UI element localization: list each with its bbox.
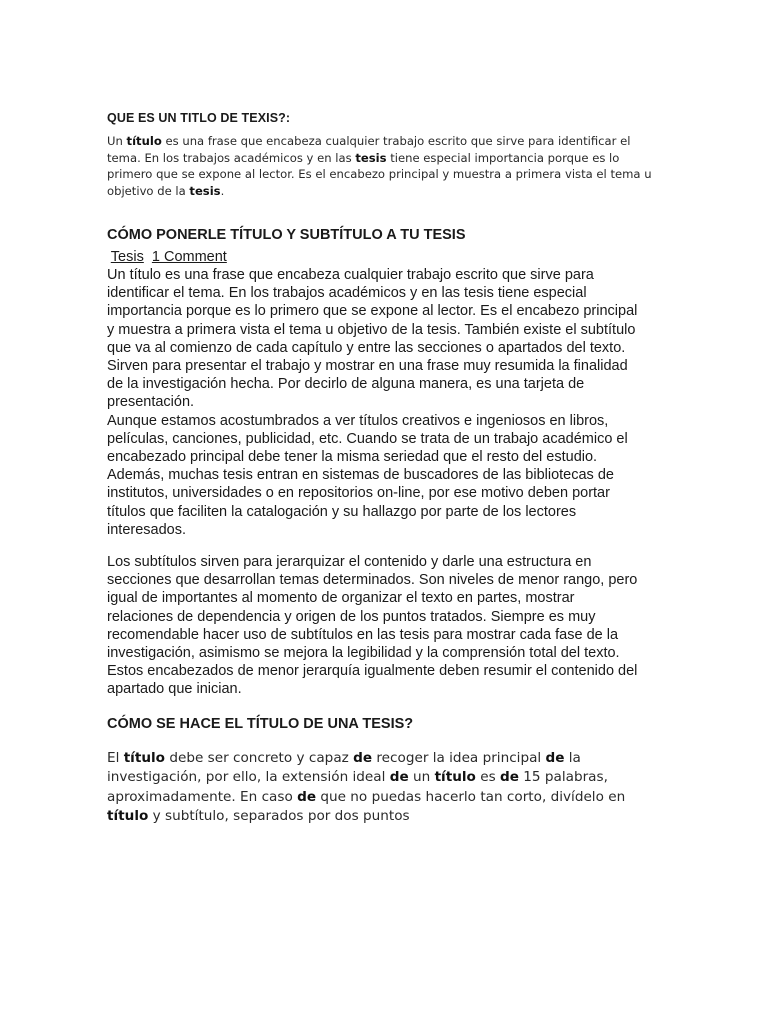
body-paragraph-subtitulos	[107, 553, 662, 699]
text-line: que va al comienzo de cada capítulo y entre las secciones o apartados del texto.	[107, 339, 626, 356]
text-line: importancia porque es lo primero que se expone al lector. Es el encabezo principal	[107, 303, 638, 320]
text-line: Un título es una frase que encabeza cualquier trabajo escrito que sirve para	[107, 267, 594, 283]
text-line: y muestra a primera vista el tema u objetivo de la tesis. También existe el subtítulo	[107, 321, 636, 338]
comments-link[interactable]: 1 Comment	[151, 249, 227, 265]
text-run: Un	[107, 134, 127, 148]
how-to-paragraph	[107, 749, 667, 827]
body-paragraph-titulo	[107, 266, 662, 539]
text-line: Los subtítulos sirven para jerarquizar el contenido y darle una estructura en	[107, 554, 592, 570]
bold-term: de	[545, 750, 565, 766]
text-line: investigación, asimismo se mejora la legibilidad y la comprensión total del texto.	[107, 645, 620, 662]
section-heading-como-ponerle: CÓMO PONERLE TÍTULO Y SUBTÍTULO A TU TESIS	[107, 227, 466, 243]
text-line: Además, muchas tesis entran en sistemas de buscadores de las bibliotecas de	[107, 467, 614, 484]
text-line: títulos que faciliten la catalogación y su hallazgo por parte de los lectores	[107, 503, 577, 520]
bold-term: título	[126, 134, 162, 148]
text-run: recoger la idea principal	[372, 750, 546, 766]
text-run: debe ser concreto y capaz	[165, 750, 354, 766]
text-line: recomendable hacer uso de subtítulos en las tesis para mostrar cada fase de la	[107, 626, 619, 643]
text-line: apartado que inician.	[107, 681, 242, 698]
bold-term: título	[123, 750, 166, 766]
text-line: igual de importantes al momento de organizar el texto en partes, mostrar	[107, 590, 575, 607]
text-line: encabezado principal debe tener la misma seriedad que el resto del estudio.	[107, 449, 598, 466]
section-heading-como-se-hace: CÓMO SE HACE EL TÍTULO DE UNA TESIS?	[107, 716, 414, 732]
section-heading-que-es: QUE ES UN TITLO DE TEXIS?:	[107, 111, 291, 125]
text-run: es una frase que encabeza cualquier trabajo escrito que sirve para identificar el tema. En los trabajos académicos y en las	[107, 134, 631, 165]
text-line: películas, canciones, publicidad, etc. Cuando se trata de un trabajo académico el	[107, 430, 628, 447]
text-run: un	[408, 769, 435, 786]
text-run: .	[220, 183, 225, 198]
text-line: de la investigación hecha. Por decirlo de alguna manera, es una tarjeta de	[107, 376, 585, 393]
text-line: Estos encabezados de menor jerarquía igualmente deben resumir el contenido del	[107, 663, 638, 680]
bold-term: de	[297, 788, 317, 805]
bold-term: de	[389, 769, 409, 786]
text-line: interesados.	[107, 521, 186, 538]
text-line: Aunque estamos acostumbrados a ver títulos creativos e ingeniosos en libros,	[107, 412, 609, 429]
text-line: presentación.	[107, 394, 195, 411]
text-run: que no puedas hacerlo tan corto, divídelo en	[316, 788, 626, 805]
text-run: la investigación, por ello, la extensión ideal	[107, 750, 581, 786]
bold-term: tesis	[189, 183, 221, 198]
text-line: Sirven para presentar el trabajo y mostrar en una frase muy resumida la finalidad	[107, 358, 628, 375]
text-line: secciones que desarrollan temas determinados. Son niveles de menor rango, pero	[107, 572, 638, 589]
text-run: 15 palabras, aproximadamente. En caso	[107, 769, 608, 805]
text-line: institutos, universidades o en repositorios on-line, por ese motivo deben portar	[107, 485, 610, 502]
text-line: relaciones de dependencia y origen de los puntos tratados. Siempre es muy	[107, 608, 596, 625]
definition-paragraph	[107, 133, 662, 199]
text-run: tiene especial importancia porque es lo primero que se expone al lector. Es el encabezo principal y muestra a primera vista el tema u objetivo de la	[107, 150, 652, 198]
text-run: es	[475, 769, 500, 786]
bold-term: de	[500, 769, 519, 786]
post-meta-links	[107, 249, 227, 265]
text-line: identificar el tema. En los trabajos académicos y en las tesis tiene especial	[107, 285, 587, 302]
text-run: y subtítulo, separados por dos puntos	[148, 808, 410, 825]
bold-term: de	[353, 750, 373, 766]
bold-term: título	[107, 808, 149, 825]
category-link[interactable]: Tesis	[110, 249, 144, 265]
bold-term: tesis	[355, 150, 387, 165]
bold-term: título	[434, 769, 476, 786]
text-run: El	[107, 750, 124, 766]
